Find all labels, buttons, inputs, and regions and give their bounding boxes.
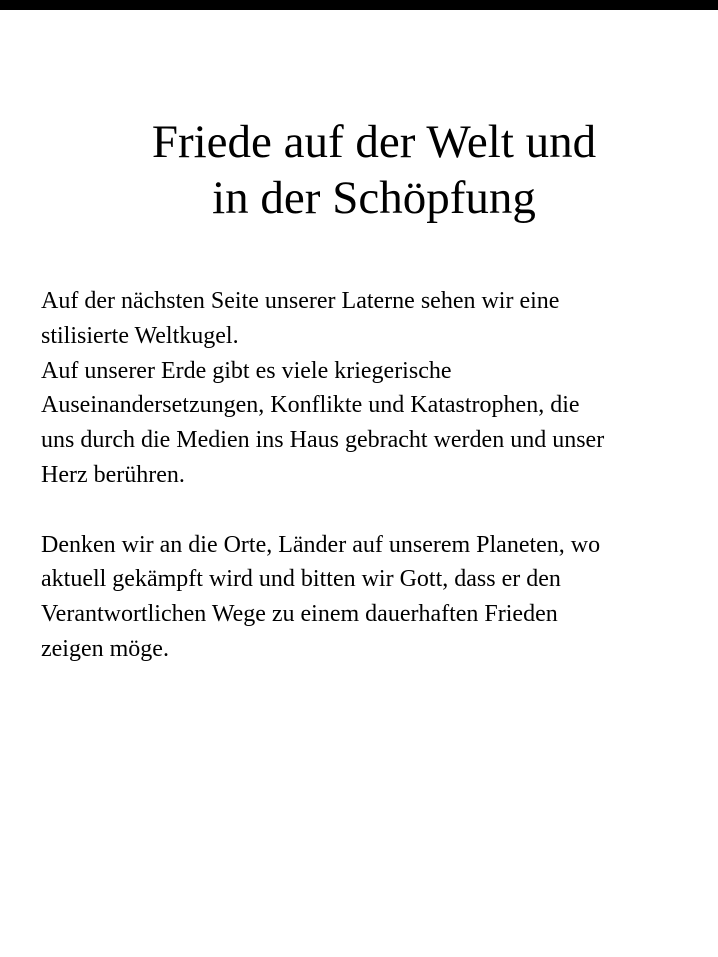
text-line: Auseinandersetzungen, Konflikte und Katastrophen, die — [41, 392, 580, 419]
body-text — [41, 284, 717, 667]
text-line: Herz berühren. — [41, 461, 185, 488]
title-line: Friede auf der Welt und — [151, 116, 597, 168]
page-title — [0, 114, 718, 226]
title-line: in der Schöpfung — [212, 172, 536, 224]
text-line: Auf der nächsten Seite unserer Laterne sehen wir eine — [41, 288, 560, 314]
text-line: Denken wir an die Orte, Länder auf unserem Planeten, wo — [41, 531, 601, 558]
text-line: aktuell gekämpft wird und bitten wir Gott, dass er den — [41, 566, 561, 593]
top-status-bar — [0, 0, 718, 10]
text-line: uns durch die Medien ins Haus gebracht werden und unser — [41, 427, 605, 454]
document-page — [0, 10, 718, 957]
text-line: Verantwortlichen Wege zu einem dauerhaften Frieden — [41, 601, 558, 628]
text-line: zeigen möge. — [41, 635, 169, 662]
text-line: Auf unserer Erde gibt es viele kriegerische — [41, 357, 452, 384]
paragraph-gap — [41, 493, 717, 528]
text-line: stilisierte Weltkugel. — [41, 322, 239, 349]
